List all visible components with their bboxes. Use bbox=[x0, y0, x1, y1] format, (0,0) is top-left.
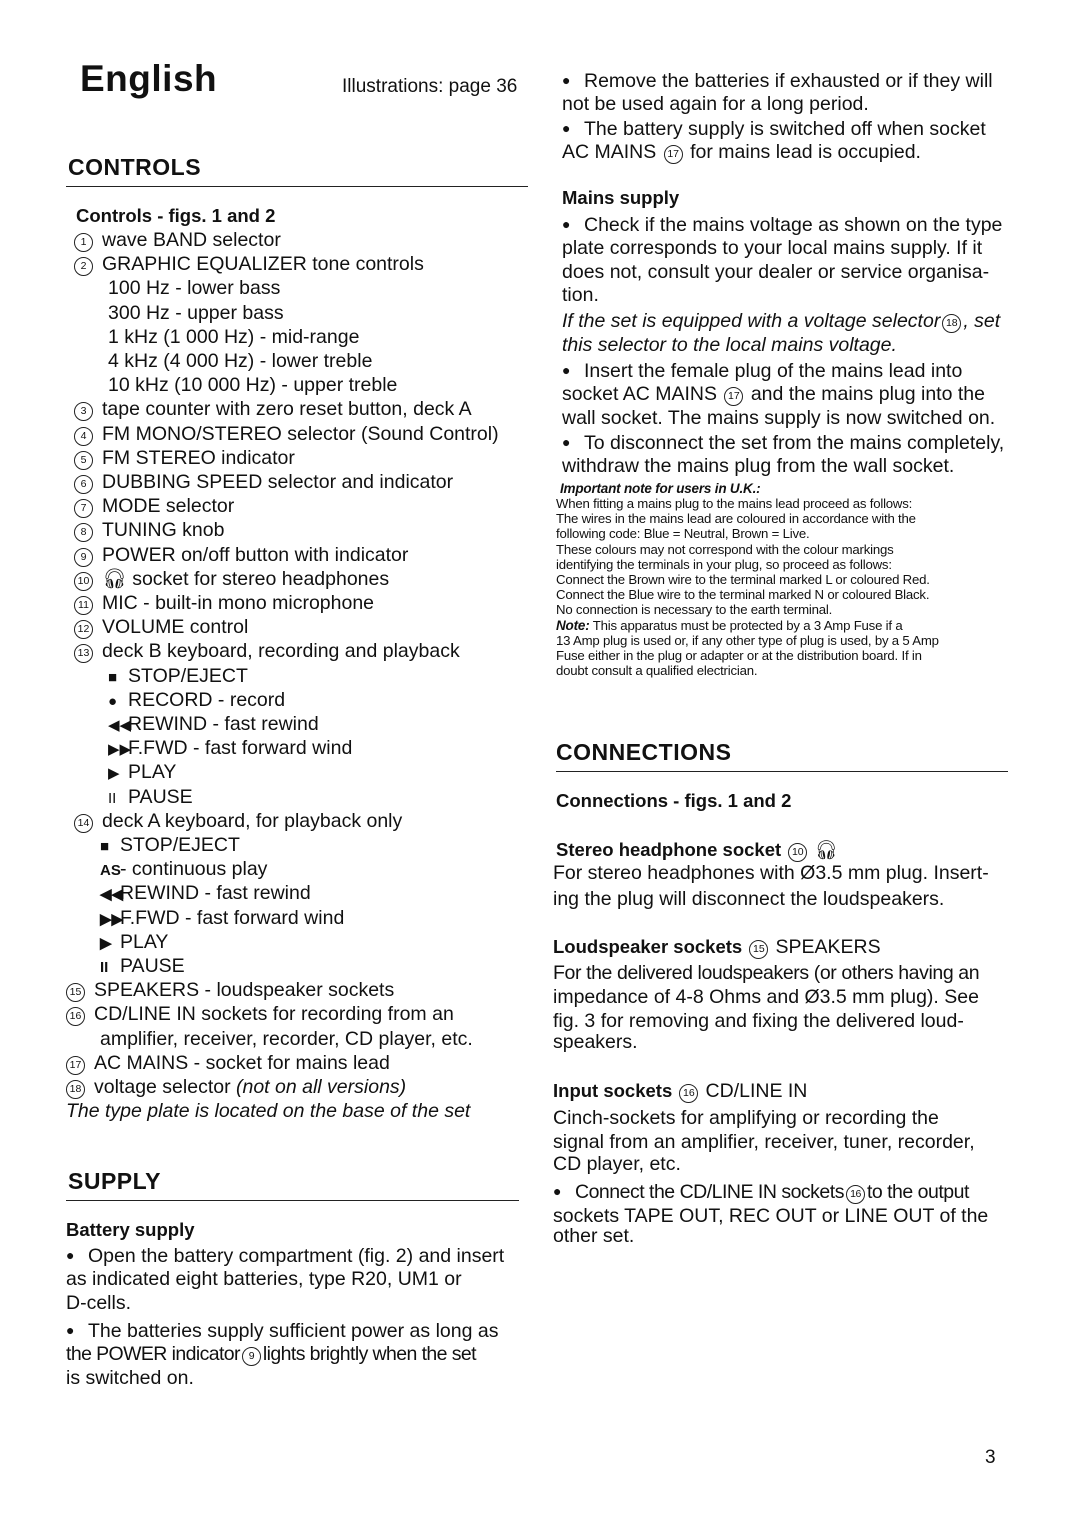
mains-line bbox=[562, 382, 985, 406]
uk-note-line: doubt consult a qualified electrician. bbox=[556, 663, 758, 678]
control-item bbox=[74, 543, 408, 567]
item-text: socket for stereo headphones bbox=[132, 568, 390, 590]
uk-note-line bbox=[556, 619, 902, 634]
input-sockets-heading bbox=[553, 1079, 807, 1103]
supply-heading: SUPPLY bbox=[68, 1168, 161, 1194]
key-text: PAUSE bbox=[128, 786, 193, 808]
key-symbol: AS bbox=[100, 862, 121, 879]
item-number-12: 12 bbox=[74, 620, 93, 639]
deck-a-key bbox=[100, 857, 267, 883]
mains-text: Check if the mains voltage as shown on the type bbox=[584, 214, 1003, 236]
supply-right-text: for mains lead is occupied. bbox=[690, 141, 921, 163]
headphone-icon: 🎧︎ bbox=[102, 568, 133, 590]
key-text: STOP/EJECT bbox=[120, 834, 240, 856]
item-text: 300 Hz - upper bass bbox=[108, 302, 284, 324]
deck-b-key bbox=[108, 688, 285, 714]
control-item bbox=[100, 1027, 473, 1051]
page-number: 3 bbox=[985, 1447, 996, 1468]
bullet: ● bbox=[66, 1247, 75, 1263]
control-item bbox=[74, 639, 460, 663]
item-number-16: 16 bbox=[66, 1007, 85, 1026]
item-text: tape counter with zero reset button, deck A bbox=[102, 398, 472, 420]
battery-text: The batteries supply sufficient power as long as bbox=[88, 1320, 499, 1342]
uk-note-line: 13 Amp plug is used or, if any other type of plug is used, by a 5 Amp bbox=[556, 633, 939, 648]
key-text: REWIND - fast rewind bbox=[128, 713, 319, 735]
input-text: Connect the CD/LINE IN sockets bbox=[575, 1181, 844, 1203]
item-number-13: 13 bbox=[74, 644, 93, 663]
supply-right-line: not be used again for a long period. bbox=[562, 93, 869, 115]
speakers-label: SPEAKERS bbox=[775, 936, 881, 958]
input-line bbox=[553, 1179, 969, 1204]
language-title: English bbox=[80, 58, 218, 99]
supply-right-text: The battery supply is switched off when socket bbox=[584, 118, 986, 140]
type-plate-note bbox=[66, 1099, 470, 1123]
key-text: F.FWD - fast forward wind bbox=[128, 737, 353, 759]
connections-heading: CONNECTIONS bbox=[556, 739, 732, 765]
control-item bbox=[74, 567, 389, 591]
type-plate-note-text: The type plate is located on the base of the set bbox=[66, 1100, 471, 1122]
mains-line bbox=[562, 358, 962, 383]
supply-rule bbox=[66, 1200, 519, 1201]
item-number-15: 15 bbox=[66, 983, 85, 1002]
key-symbol: ◀◀ bbox=[108, 717, 132, 734]
key-symbol: II bbox=[108, 790, 117, 807]
item-text: MODE selector bbox=[102, 495, 235, 517]
mains-text: , set bbox=[963, 310, 1001, 332]
bullet: ● bbox=[562, 216, 571, 232]
battery-text: the POWER indicator bbox=[66, 1343, 240, 1365]
key-symbol: II bbox=[100, 959, 109, 976]
headphone-heading-text: Stereo headphone socket bbox=[556, 839, 782, 860]
speaker-line: impedance of 4-8 Ohms and Ø3.5 mm plug). See bbox=[553, 986, 979, 1008]
supply-right-line bbox=[562, 68, 993, 93]
uk-note-text: This apparatus must be protected by a 3 Amp Fuse if a bbox=[592, 618, 903, 633]
item-text: GRAPHIC EQUALIZER tone controls bbox=[102, 253, 424, 275]
bullet: ● bbox=[562, 120, 571, 136]
item-number-6: 6 bbox=[74, 475, 93, 494]
item-italic-text: (not on all versions) bbox=[236, 1076, 407, 1098]
item-text: amplifier, receiver, recorder, CD player, etc. bbox=[100, 1028, 473, 1050]
ref-10: 10 bbox=[788, 843, 807, 862]
mains-line: does not, consult your dealer or service organisa- bbox=[562, 261, 990, 283]
control-item bbox=[74, 446, 295, 470]
control-item bbox=[66, 1002, 454, 1026]
headphone-line: For stereo headphones with Ø3.5 mm plug. Insert- bbox=[553, 862, 989, 884]
controls-heading: CONTROLS bbox=[68, 154, 202, 180]
control-item bbox=[74, 470, 453, 494]
ref-16: 16 bbox=[846, 1185, 865, 1204]
item-text: voltage selector bbox=[94, 1076, 236, 1098]
control-item bbox=[66, 978, 394, 1002]
item-text: 4 kHz (4 000 Hz) - lower treble bbox=[108, 350, 373, 372]
uk-note-line: These colours may not correspond with the colour markings bbox=[556, 542, 894, 557]
deck-b-key bbox=[108, 712, 319, 738]
mains-line: wall socket. The mains supply is now switched on. bbox=[562, 407, 996, 429]
ref-9: 9 bbox=[242, 1347, 261, 1366]
battery-line bbox=[66, 1243, 504, 1268]
item-number-10: 10 bbox=[74, 572, 93, 591]
uk-note-heading: Important note for users in U.K.: bbox=[560, 481, 761, 496]
loudspeaker-heading-text: Loudspeaker sockets bbox=[553, 936, 743, 957]
mains-text: Insert the female plug of the mains lead into bbox=[584, 360, 963, 382]
battery-supply-heading: Battery supply bbox=[66, 1219, 195, 1240]
bullet: ● bbox=[66, 1322, 75, 1338]
control-item bbox=[108, 301, 284, 325]
item-number-4: 4 bbox=[74, 427, 93, 446]
deck-a-key bbox=[100, 881, 311, 907]
bullet: ● bbox=[562, 362, 571, 378]
item-text: TUNING knob bbox=[102, 519, 225, 541]
item-number-18: 18 bbox=[66, 1080, 85, 1099]
item-text: VOLUME control bbox=[102, 616, 249, 638]
control-item bbox=[74, 615, 248, 639]
item-number-14: 14 bbox=[74, 814, 93, 833]
battery-line bbox=[66, 1342, 476, 1366]
item-text: FM MONO/STEREO selector (Sound Control) bbox=[102, 423, 499, 445]
mains-line: this selector to the local mains voltage. bbox=[562, 334, 897, 356]
battery-text: Open the battery compartment (fig. 2) and insert bbox=[88, 1245, 505, 1267]
control-item bbox=[74, 494, 234, 518]
key-symbol: ▶ bbox=[108, 765, 120, 782]
item-number-9: 9 bbox=[74, 548, 93, 567]
input-heading-text: Input sockets bbox=[553, 1080, 673, 1101]
mains-text: and the mains plug into the bbox=[750, 383, 985, 405]
illustrations-reference: Illustrations: page 36 bbox=[342, 76, 518, 97]
item-text: SPEAKERS - loudspeaker sockets bbox=[94, 979, 395, 1001]
battery-text: lights brightly when the set bbox=[262, 1343, 476, 1365]
deck-a-key bbox=[100, 930, 168, 956]
key-text: PLAY bbox=[120, 931, 169, 953]
control-item bbox=[66, 1075, 406, 1099]
uk-note-line: Connect the Blue wire to the terminal marked N or coloured Black. bbox=[556, 587, 930, 602]
control-item bbox=[74, 397, 472, 421]
connections-rule bbox=[556, 771, 1008, 772]
supply-right-line bbox=[562, 116, 986, 141]
deck-b-key bbox=[108, 664, 248, 690]
control-item bbox=[108, 349, 372, 373]
item-text: 100 Hz - lower bass bbox=[108, 277, 281, 299]
bullet: ● bbox=[553, 1183, 561, 1199]
control-item bbox=[74, 518, 224, 542]
item-text: 10 kHz (10 000 Hz) - upper treble bbox=[108, 374, 398, 396]
mains-text: socket AC MAINS bbox=[562, 383, 717, 405]
input-line: CD player, etc. bbox=[553, 1153, 681, 1175]
uk-note-line: following code: Blue = Neutral, Brown = Live. bbox=[556, 526, 810, 541]
supply-right-line bbox=[562, 140, 921, 164]
cd-line-in-label: CD/LINE IN bbox=[705, 1080, 808, 1102]
item-number-3: 3 bbox=[74, 402, 93, 421]
uk-note-line: When fitting a mains plug to the mains lead proceed as follows: bbox=[556, 496, 913, 511]
uk-note-line: identifying the terminals in your plug, so proceed as follows: bbox=[556, 557, 892, 572]
ref-18: 18 bbox=[942, 314, 961, 333]
control-item bbox=[66, 1051, 390, 1075]
input-line: other set. bbox=[553, 1225, 635, 1247]
item-text: deck B keyboard, recording and playback bbox=[102, 640, 460, 662]
control-item bbox=[74, 252, 424, 276]
item-number-5: 5 bbox=[74, 451, 93, 470]
item-text: MIC - built-in mono microphone bbox=[102, 592, 375, 614]
control-item bbox=[108, 325, 359, 349]
key-text: F.FWD - fast forward wind bbox=[120, 907, 345, 929]
key-text: RECORD - record bbox=[128, 689, 286, 711]
headphone-icon: 🎧︎ bbox=[814, 839, 838, 860]
mains-line bbox=[562, 430, 1004, 455]
control-item bbox=[108, 373, 397, 397]
deck-b-key bbox=[108, 736, 352, 762]
input-line: sockets TAPE OUT, REC OUT or LINE OUT of the bbox=[553, 1205, 989, 1227]
mains-line: withdraw the mains plug from the wall socket. bbox=[562, 455, 955, 477]
controls-subheading: Controls - figs. 1 and 2 bbox=[76, 205, 276, 226]
key-symbol: ◀◀ bbox=[100, 886, 124, 903]
uk-note-line: The wires in the mains lead are coloured in accordance with the bbox=[556, 511, 916, 526]
deck-a-key bbox=[100, 954, 185, 980]
mains-supply-heading: Mains supply bbox=[562, 187, 680, 208]
item-text: 1 kHz (1 000 Hz) - mid-range bbox=[108, 326, 360, 348]
control-item bbox=[74, 809, 402, 833]
battery-line: as indicated eight batteries, type R20, UM1 or bbox=[66, 1268, 462, 1290]
deck-a-key bbox=[100, 833, 240, 859]
item-number-17: 17 bbox=[66, 1056, 85, 1075]
control-item bbox=[74, 422, 499, 446]
mains-line: tion. bbox=[562, 284, 599, 306]
mains-line bbox=[562, 212, 1002, 237]
key-text: STOP/EJECT bbox=[128, 665, 248, 687]
connections-subheading: Connections - figs. 1 and 2 bbox=[556, 790, 792, 811]
key-symbol: ● bbox=[108, 693, 118, 710]
control-item bbox=[74, 228, 281, 252]
loudspeaker-heading bbox=[553, 935, 881, 959]
item-text: CD/LINE IN sockets for recording from an bbox=[94, 1003, 454, 1025]
headphone-line: ing the plug will disconnect the loudspeakers. bbox=[553, 888, 945, 910]
key-symbol: ▶ bbox=[100, 935, 112, 952]
key-symbol: ■ bbox=[100, 838, 110, 855]
bullet: ● bbox=[562, 434, 571, 450]
deck-b-key bbox=[108, 760, 176, 786]
headphone-socket-heading bbox=[556, 838, 838, 862]
item-number-1: 1 bbox=[74, 233, 93, 252]
item-text: POWER on/off button with indicator bbox=[102, 544, 409, 566]
input-line: signal from an amplifier, receiver, tuner, recorder, bbox=[553, 1131, 975, 1153]
key-symbol: ▶▶ bbox=[100, 911, 124, 928]
uk-note-line: Fuse either in the plug or adapter or at the distribution board. If in bbox=[556, 648, 922, 663]
item-text: DUBBING SPEED selector and indicator bbox=[102, 471, 454, 493]
item-text: deck A keyboard, for playback only bbox=[102, 810, 403, 832]
item-number-7: 7 bbox=[74, 499, 93, 518]
key-symbol: ■ bbox=[108, 669, 118, 686]
key-text: REWIND - fast rewind bbox=[120, 882, 311, 904]
supply-right-text: Remove the batteries if exhausted or if they will bbox=[584, 70, 993, 92]
deck-b-key bbox=[108, 785, 193, 811]
bullet: ● bbox=[562, 72, 571, 88]
uk-note-line: Connect the Brown wire to the terminal marked L or coloured Red. bbox=[556, 572, 930, 587]
input-line: Cinch-sockets for amplifying or recording the bbox=[553, 1107, 939, 1129]
speaker-line: fig. 3 for removing and fixing the delivered loud- bbox=[553, 1010, 964, 1032]
item-number-8: 8 bbox=[74, 523, 93, 542]
key-text: PLAY bbox=[128, 761, 177, 783]
mains-text: To disconnect the set from the mains completely, bbox=[584, 432, 1005, 454]
key-text: - continuous play bbox=[120, 858, 268, 880]
item-text: FM STEREO indicator bbox=[102, 447, 295, 469]
ref-16: 16 bbox=[679, 1084, 698, 1103]
item-number-11: 11 bbox=[74, 596, 93, 615]
ref-17: 17 bbox=[664, 145, 683, 164]
controls-rule bbox=[66, 186, 528, 187]
uk-note-line: No connection is necessary to the earth terminal. bbox=[556, 602, 833, 617]
deck-a-key bbox=[100, 906, 344, 932]
battery-line: is switched on. bbox=[66, 1367, 194, 1389]
control-item bbox=[108, 276, 280, 300]
control-item bbox=[74, 591, 374, 615]
item-number-2: 2 bbox=[74, 257, 93, 276]
input-text: to the output bbox=[866, 1181, 969, 1203]
item-text: wave BAND selector bbox=[102, 229, 281, 251]
speaker-line: speakers. bbox=[553, 1031, 638, 1053]
battery-line: D-cells. bbox=[66, 1292, 132, 1314]
ref-17: 17 bbox=[724, 387, 743, 406]
supply-right-text: AC MAINS bbox=[562, 141, 657, 163]
note-label: Note: bbox=[556, 618, 590, 633]
mains-line bbox=[562, 309, 1000, 333]
key-text: PAUSE bbox=[120, 955, 185, 977]
speaker-line: For the delivered loudspeakers (or others having an bbox=[553, 962, 980, 984]
item-text: AC MAINS - socket for mains lead bbox=[94, 1052, 390, 1074]
key-symbol: ▶▶ bbox=[108, 741, 132, 758]
mains-text: If the set is equipped with a voltage selector bbox=[562, 310, 941, 332]
ref-15: 15 bbox=[749, 940, 768, 959]
battery-line bbox=[66, 1318, 498, 1343]
mains-line: plate corresponds to your local mains supply. If it bbox=[562, 237, 983, 259]
